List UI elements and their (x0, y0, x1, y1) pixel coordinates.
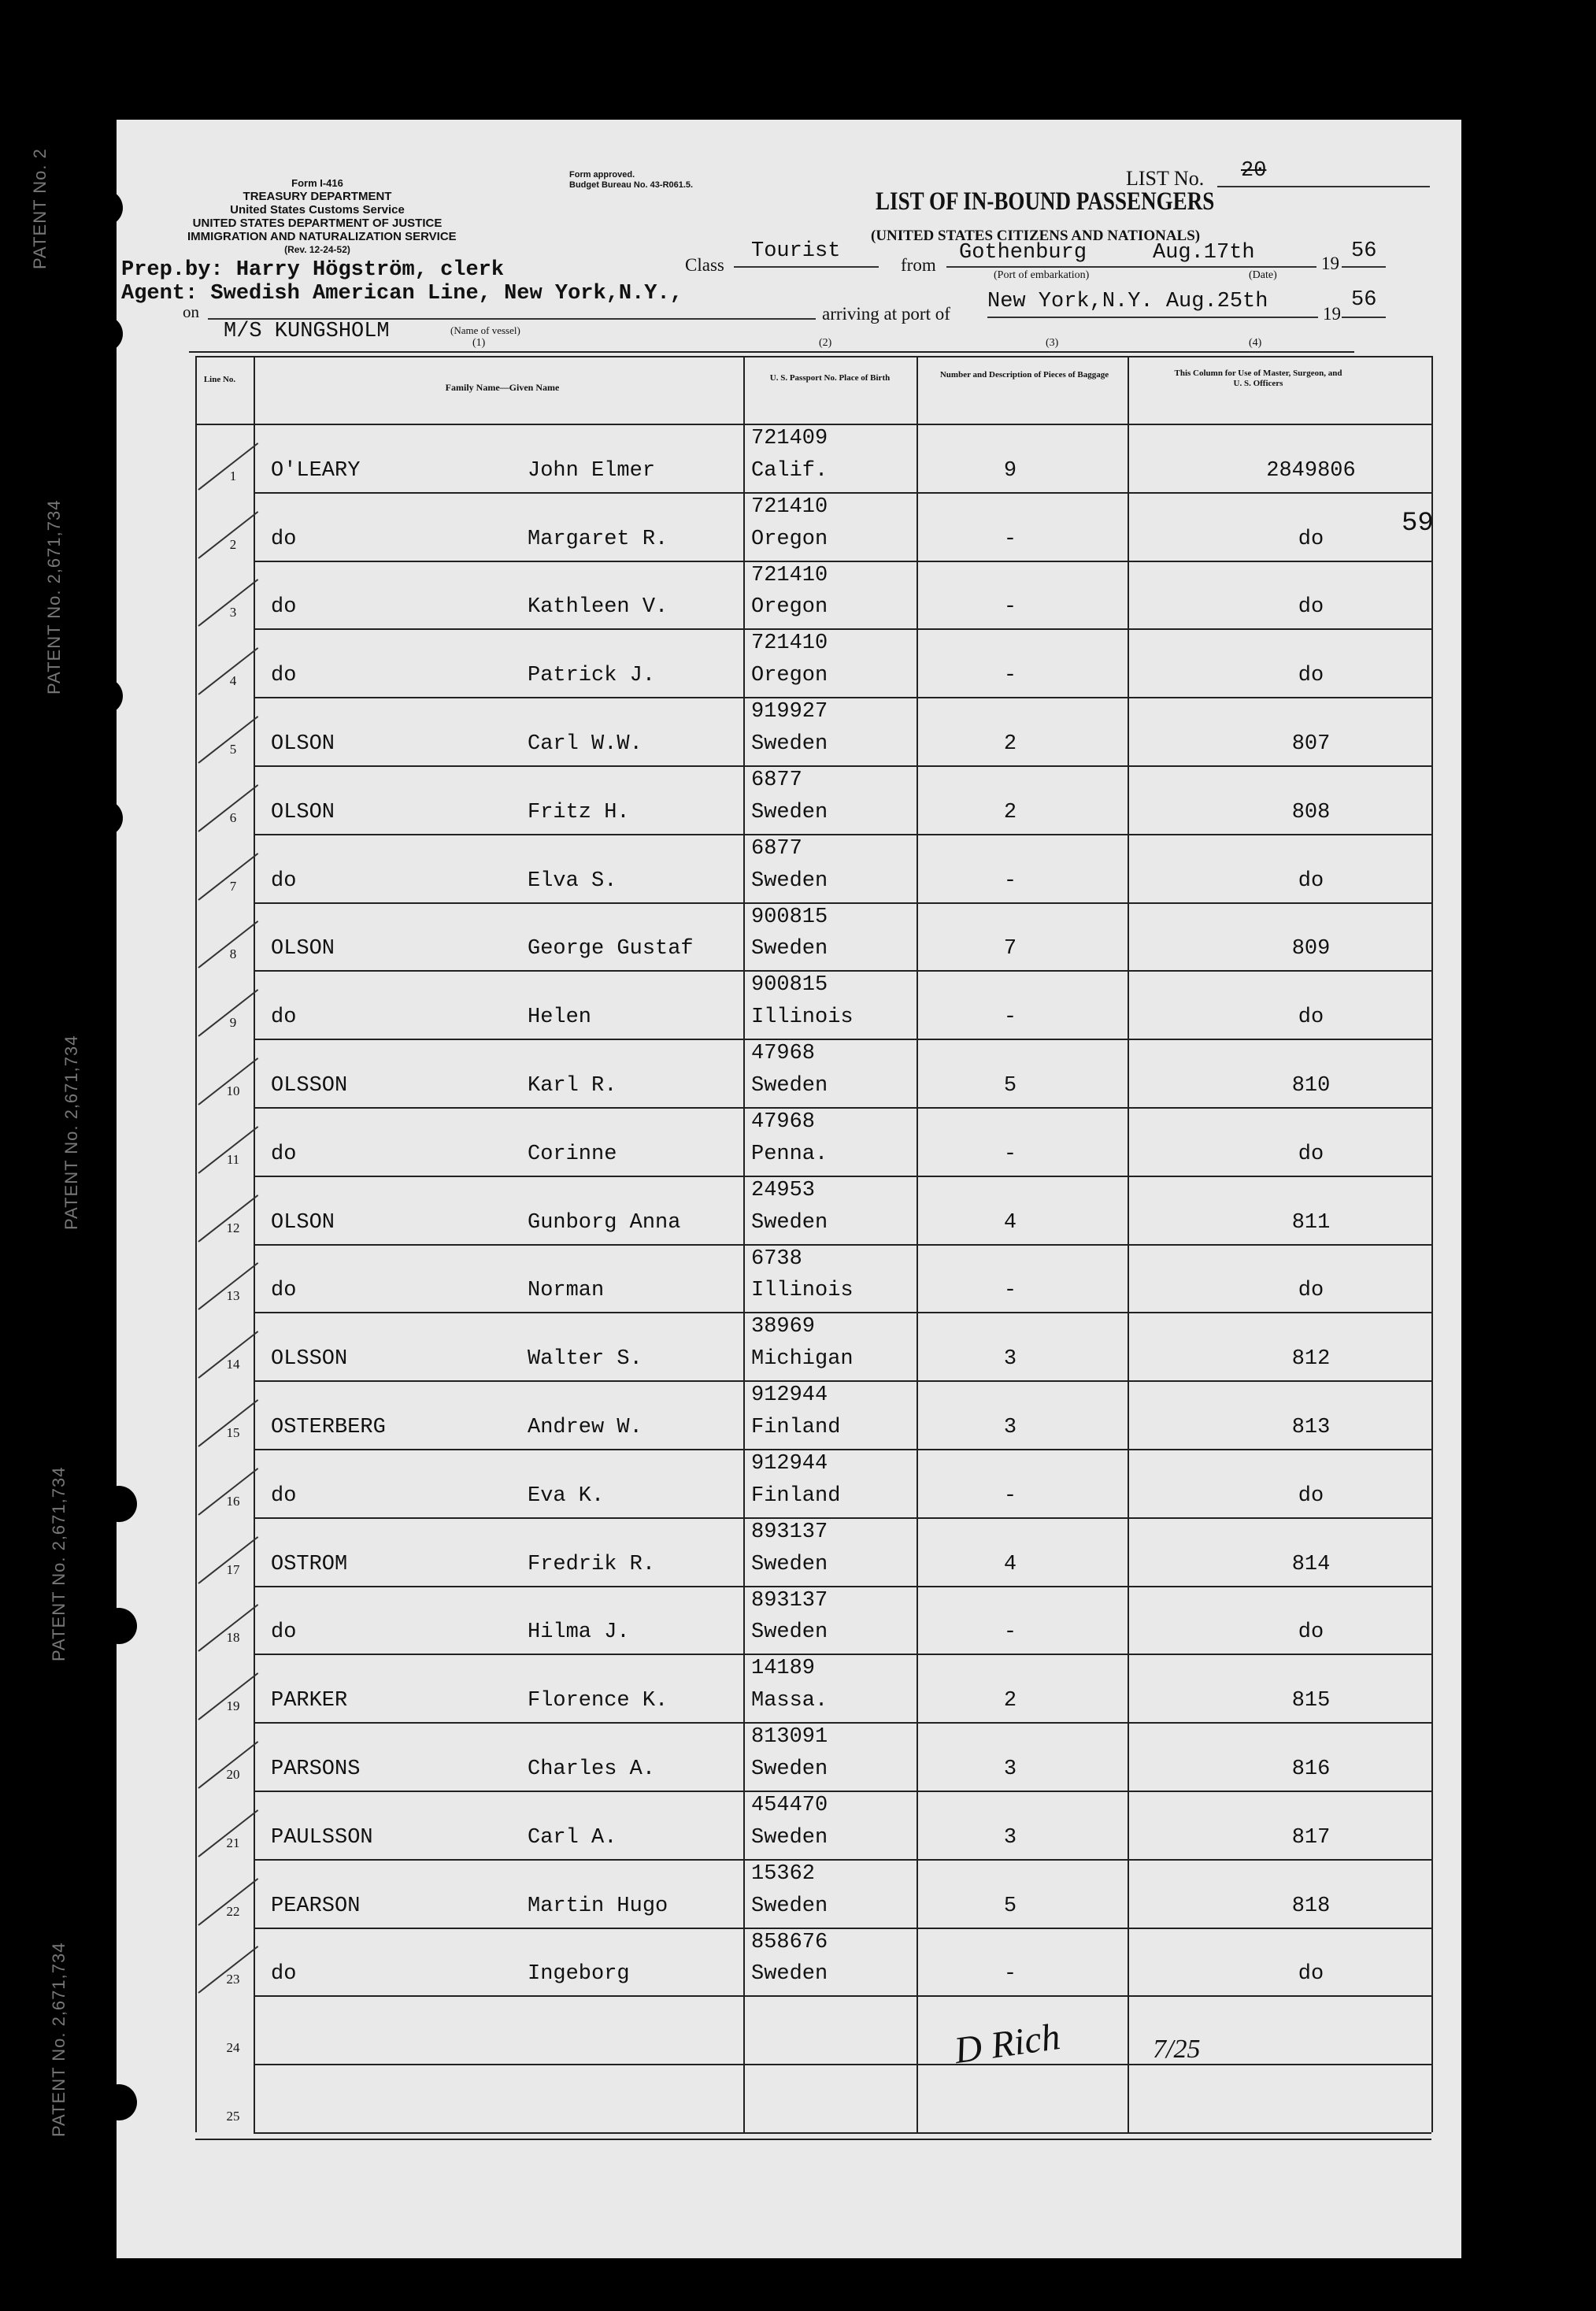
family-name: do (271, 527, 297, 551)
baggage-count: - (1003, 1006, 1017, 1030)
col-4-label: (4) (1249, 337, 1262, 349)
place-of-birth: Calif. (751, 458, 828, 483)
approval-line2: Budget Bureau No. 43-R061.5. (569, 180, 694, 190)
family-name: OLSON (271, 800, 335, 824)
line-number: 18 (226, 1630, 240, 1646)
row-rule (254, 697, 1431, 698)
baggage-count: - (1003, 1962, 1017, 1987)
place-of-birth: Oregon (751, 664, 828, 688)
given-name: Karl R. (528, 1074, 617, 1098)
line-number: 20 (226, 1767, 240, 1782)
passport-number: 893137 (751, 1588, 828, 1613)
baggage-count: - (1003, 1620, 1017, 1645)
row-rule (254, 1107, 1431, 1109)
dept-immigration: IMMIGRATION AND NATURALIZATION SERVICE (187, 230, 457, 243)
baggage-count: 7 (1003, 937, 1017, 961)
row-rule (254, 970, 1431, 972)
place-of-birth: Finland (751, 1416, 841, 1439)
line-number: 16 (226, 1493, 240, 1509)
document-sheet (30, 120, 1461, 2258)
baggage-count: - (1003, 527, 1017, 551)
place-of-birth: Sweden (751, 1894, 828, 1918)
passport-number: 721409 (751, 427, 828, 450)
row-rule (254, 765, 1431, 767)
given-name: Fritz H. (528, 800, 630, 824)
line-number: 21 (226, 1835, 240, 1850)
given-name: Patrick J. (528, 664, 656, 688)
on-label: on (183, 302, 199, 321)
given-name: Corinne (528, 1142, 617, 1166)
patent-label: PATENT No. 2,671,734 (44, 499, 64, 694)
line-number: 22 (226, 1903, 240, 1919)
family-name: O'LEARY (271, 458, 361, 483)
baggage-count: 9 (1003, 458, 1017, 483)
dept-treasury: TREASURY DEPARTMENT (243, 190, 392, 203)
row-rule (254, 1244, 1431, 1246)
row-rule (254, 1380, 1431, 1382)
row-rule (254, 1312, 1431, 1313)
place-of-birth: Sweden (751, 1962, 828, 1987)
signature-date: 7/25 (1153, 2035, 1201, 2064)
passport-number: 912944 (751, 1452, 828, 1476)
line-number: 17 (226, 1561, 240, 1577)
place-of-birth: Michigan (751, 1347, 854, 1372)
officer-entry: do (1298, 664, 1324, 688)
place-of-birth: Oregon (751, 595, 828, 620)
officer-entry: 808 (1291, 800, 1331, 824)
place-of-birth: Oregon (751, 527, 828, 551)
place-of-birth: Illinois (751, 1279, 854, 1303)
officer-entry: do (1298, 1483, 1324, 1508)
row-rule (254, 1791, 1431, 1792)
patent-label: PATENT No. 2 (30, 148, 50, 269)
header-passport: U. S. Passport No. Place of Birth (769, 373, 891, 383)
table-column-rule (195, 356, 197, 2132)
col-3-label: (3) (1046, 337, 1059, 349)
class-value: Tourist (751, 239, 841, 263)
row-rule (254, 2132, 1431, 2134)
baggage-count: 2 (1003, 732, 1017, 756)
place-of-birth: Massa. (751, 1689, 828, 1713)
given-name: Carl A. (528, 1825, 617, 1850)
dept-justice: UNITED STATES DEPARTMENT OF JUSTICE (192, 217, 443, 230)
row-rule (254, 1654, 1431, 1655)
family-name: do (271, 664, 297, 688)
family-name: do (271, 1483, 297, 1508)
family-name: PARSONS (271, 1757, 361, 1781)
table-column-rule (1431, 356, 1433, 2132)
arrival-year-prefix: 19 (1323, 304, 1341, 324)
passport-number: 454470 (751, 1794, 828, 1817)
line-number: 23 (226, 1972, 240, 1987)
passport-number: 15362 (751, 1861, 816, 1886)
family-name: PAULSSON (271, 1825, 373, 1850)
place-of-birth: Sweden (751, 1825, 828, 1850)
row-rule (254, 1722, 1431, 1724)
given-name: Walter S. (528, 1347, 642, 1372)
given-name: Helen (528, 1006, 592, 1030)
row-rule (254, 2064, 1431, 2065)
given-name: Hilma J. (528, 1620, 630, 1645)
line-number: 10 (226, 1083, 240, 1098)
officer-entry: do (1298, 1142, 1324, 1166)
line-number: 25 (226, 2109, 240, 2124)
line-number: 15 (226, 1425, 240, 1440)
agent: Agent: Swedish American Line, New York,N.Y., (121, 282, 683, 306)
place-of-birth: Sweden (751, 1210, 828, 1235)
form-number: Form I-416 (291, 177, 343, 189)
baggage-count: - (1003, 1483, 1017, 1508)
line-number: 2 (229, 536, 237, 552)
line-number: 13 (226, 1288, 240, 1304)
form-subtitle: (UNITED STATES CITIZENS AND NATIONALS) (871, 228, 1201, 244)
officer-entry: 811 (1291, 1210, 1331, 1235)
officer-entry: do (1298, 1006, 1324, 1030)
date-label: (Date) (1249, 269, 1277, 281)
place-of-birth: Sweden (751, 937, 828, 961)
row-rule (254, 628, 1431, 630)
baggage-count: 3 (1003, 1757, 1017, 1781)
family-name: do (271, 595, 297, 620)
port-embarkation-label: (Port of embarkation) (994, 269, 1090, 281)
vessel-name: M/S KUNGSHOLM (224, 320, 390, 343)
given-name: Andrew W. (528, 1416, 642, 1439)
row-rule (254, 561, 1431, 562)
passenger-table (117, 120, 1461, 2258)
place-of-birth: Sweden (751, 1074, 828, 1098)
header-line-no: Line No. (203, 375, 236, 384)
officer-entry: 810 (1291, 1074, 1331, 1098)
passport-number: 6877 (751, 768, 802, 792)
passport-number: 721410 (751, 563, 828, 587)
line-number: 1 (229, 468, 237, 483)
officer-entry: do (1298, 1620, 1324, 1645)
passport-number: 912944 (751, 1383, 828, 1408)
line-number: 19 (226, 1698, 240, 1714)
inspector-signature: D Rich (951, 2015, 1063, 2072)
dept-customs: United States Customs Service (230, 203, 405, 217)
table-bottom-rule (195, 2139, 1431, 2140)
officer-entry: do (1298, 1279, 1324, 1303)
baggage-count: - (1003, 664, 1017, 688)
line-number: 11 (226, 1151, 240, 1167)
given-name: Carl W.W. (528, 732, 642, 756)
form-revision: (Rev. 12-24-52) (284, 244, 350, 255)
row-rule (254, 902, 1431, 904)
place-of-birth: Sweden (751, 868, 828, 893)
given-name: Eva K. (528, 1483, 605, 1508)
from-label: from (901, 255, 936, 275)
row-rule (254, 1995, 1431, 1997)
family-name: do (271, 1006, 297, 1030)
given-name: Elva S. (528, 868, 617, 893)
passport-number: 14189 (751, 1657, 816, 1681)
line-number: 12 (226, 1220, 240, 1235)
given-name: Ingeborg (528, 1962, 630, 1987)
passport-number: 813091 (751, 1725, 828, 1750)
patent-label: PATENT No. 2,671,734 (49, 1466, 69, 1661)
class-label: Class (685, 255, 724, 275)
place-of-birth: Illinois (751, 1006, 854, 1030)
patent-label: PATENT No. 2,671,734 (49, 1942, 69, 2137)
given-name: George Gustaf (528, 937, 694, 961)
place-of-birth: Sweden (751, 1552, 828, 1576)
officer-entry: do (1298, 595, 1324, 620)
from-year: 56 (1351, 239, 1377, 263)
family-name: do (271, 1620, 297, 1645)
margin-page-number: 59 (1402, 509, 1434, 539)
officer-entry: do (1298, 1962, 1324, 1987)
row-rule (254, 1928, 1431, 1929)
table-header-rule (195, 424, 1431, 425)
baggage-count: - (1003, 1279, 1017, 1303)
row-rule (254, 1176, 1431, 1177)
family-name: OLSSON (271, 1074, 348, 1098)
prepared-by: Prep.by: Harry Högström, clerk (121, 258, 505, 282)
table-header-rule (195, 356, 1431, 357)
officer-entry: 812 (1291, 1347, 1331, 1372)
from-port: Gothenburg (959, 241, 1087, 265)
line-number: 3 (229, 605, 237, 620)
officer-entry: 807 (1291, 732, 1331, 756)
passport-number: 858676 (751, 1930, 828, 1954)
officer-entry: do (1298, 868, 1324, 893)
given-name: Norman (528, 1279, 605, 1303)
given-name: Gunborg Anna (528, 1210, 681, 1235)
family-name: OSTROM (271, 1552, 348, 1576)
baggage-count: 2 (1003, 800, 1017, 824)
baggage-count: 5 (1003, 1074, 1017, 1098)
passport-number: 47968 (751, 1110, 816, 1134)
list-number-value: 20 (1241, 159, 1267, 183)
given-name: Fredrik R. (528, 1552, 656, 1576)
given-name: Kathleen V. (528, 595, 668, 620)
officer-entry: 809 (1291, 937, 1331, 961)
row-rule (254, 1039, 1431, 1040)
line-number: 6 (229, 809, 237, 825)
baggage-count: 5 (1003, 1894, 1017, 1918)
row-rule (254, 1449, 1431, 1450)
from-year-prefix: 19 (1321, 254, 1339, 273)
officer-entry: 814 (1291, 1552, 1331, 1576)
baggage-count: 3 (1003, 1347, 1017, 1372)
officer-entry: 816 (1291, 1757, 1331, 1781)
given-name: Charles A. (528, 1757, 656, 1781)
family-name: PEARSON (271, 1894, 361, 1918)
passport-number: 900815 (751, 973, 828, 998)
list-number-label: LIST No. (1126, 167, 1205, 190)
place-of-birth: Sweden (751, 1620, 828, 1645)
place-of-birth: Sweden (751, 1757, 828, 1781)
passport-number: 47968 (751, 1042, 816, 1066)
baggage-count: 2 (1003, 1689, 1017, 1713)
passport-number: 38969 (751, 1315, 816, 1339)
vessel-label: (Name of vessel) (450, 324, 520, 336)
patent-label: PATENT No. 2,671,734 (61, 1035, 81, 1230)
header-name: Family Name—Given Name (445, 382, 560, 393)
col-1-label: (1) (472, 337, 486, 349)
passport-number: 893137 (751, 1520, 828, 1544)
family-name: do (271, 1142, 297, 1166)
given-name: Martin Hugo (528, 1894, 668, 1918)
place-of-birth: Finland (751, 1483, 841, 1508)
approval-line1: Form approved. (569, 170, 635, 180)
baggage-count: - (1003, 595, 1017, 620)
family-name: PARKER (271, 1689, 348, 1713)
from-date: Aug.17th (1153, 241, 1255, 265)
line-number: 7 (229, 878, 237, 894)
line-number: 14 (226, 1357, 240, 1372)
baggage-count: 4 (1003, 1552, 1017, 1576)
passport-number: 900815 (751, 905, 828, 929)
row-rule (254, 1586, 1431, 1587)
passport-number: 721410 (751, 631, 828, 656)
form-title: LIST OF IN-BOUND PASSENGERS (876, 187, 1215, 216)
officer-entry: 2849806 (1266, 458, 1356, 483)
place-of-birth: Sweden (751, 732, 828, 756)
family-name: do (271, 1279, 297, 1303)
row-rule (254, 492, 1431, 494)
family-name: do (271, 1962, 297, 1987)
baggage-count: - (1003, 1142, 1017, 1166)
line-number: 9 (229, 1015, 237, 1031)
row-rule (254, 834, 1431, 835)
family-name: OLSON (271, 732, 335, 756)
family-name: do (271, 868, 297, 893)
passport-number: 6877 (751, 836, 802, 861)
given-name: Margaret R. (528, 527, 668, 551)
baggage-count: 4 (1003, 1210, 1017, 1235)
place-of-birth: Penna. (751, 1142, 828, 1166)
line-number: 5 (229, 742, 237, 757)
family-name: OSTERBERG (271, 1416, 386, 1439)
passport-number: 919927 (751, 700, 828, 724)
row-rule (254, 1859, 1431, 1861)
line-number: 8 (229, 946, 237, 962)
header-baggage: Number and Description of Pieces of Baggage (939, 370, 1109, 380)
arriving-label: arriving at port of (822, 304, 950, 324)
place-of-birth: Sweden (751, 800, 828, 824)
given-name: John Elmer (528, 458, 656, 483)
passport-number: 721410 (751, 494, 828, 519)
row-rule (254, 1517, 1431, 1519)
baggage-count: - (1003, 868, 1017, 893)
given-name: Florence K. (528, 1689, 668, 1713)
officer-entry: do (1298, 527, 1324, 551)
arrival-port-date: New York,N.Y. Aug.25th (987, 290, 1268, 313)
line-number: 4 (229, 673, 237, 689)
line-number: 24 (226, 2040, 240, 2056)
officer-entry: 813 (1291, 1416, 1331, 1439)
header-officers: This Column for Use of Master, Surgeon, and U. S. Officers (1174, 369, 1342, 388)
col-2-label: (2) (819, 337, 832, 349)
family-name: OLSSON (271, 1347, 348, 1372)
baggage-count: 3 (1003, 1416, 1017, 1439)
family-name: OLSON (271, 937, 335, 961)
passport-number: 24953 (751, 1178, 816, 1202)
officer-entry: 817 (1291, 1825, 1331, 1850)
passport-number: 6738 (751, 1246, 802, 1271)
family-name: OLSON (271, 1210, 335, 1235)
arrival-year: 56 (1351, 288, 1377, 312)
officer-entry: 815 (1291, 1689, 1331, 1713)
baggage-count: 3 (1003, 1825, 1017, 1850)
officer-entry: 818 (1291, 1894, 1331, 1918)
